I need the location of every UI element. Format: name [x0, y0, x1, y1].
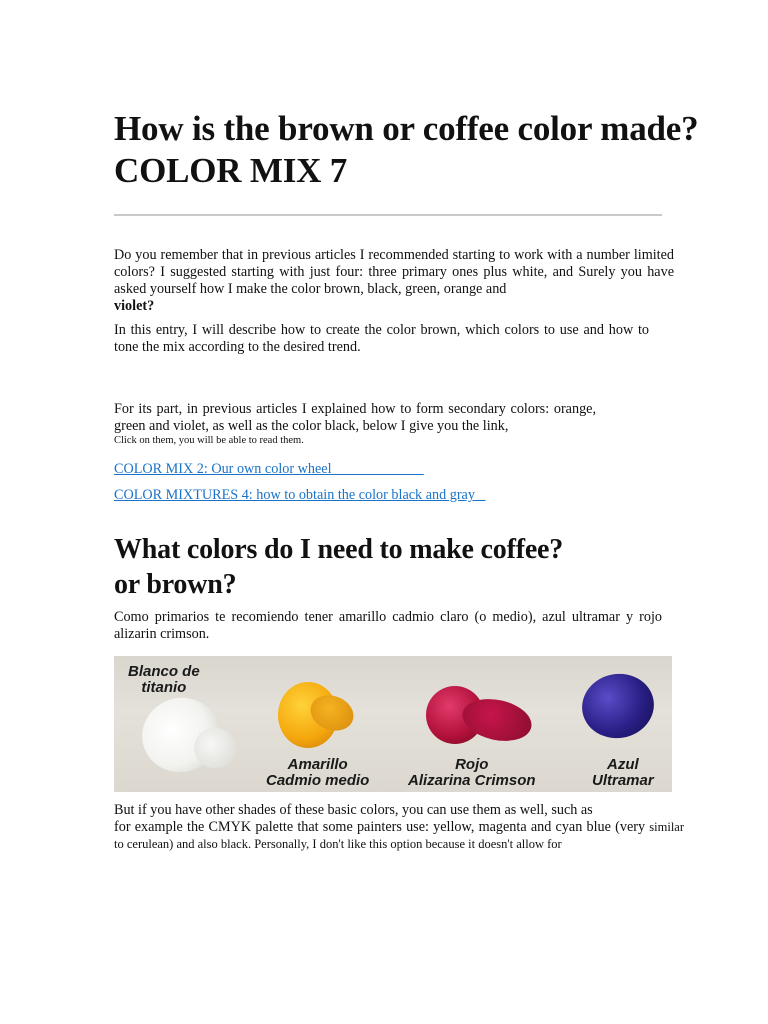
- white-paint-tail: [194, 728, 236, 768]
- intro-line-1: Do you remember that in previous articles I recommended starting to work with a number: [114, 247, 630, 263]
- title-divider: [114, 214, 662, 216]
- entry-line-1: In this entry, I will describe how to create the color brown, which colors to use and: [114, 322, 604, 338]
- closing-paragraph: [114, 802, 684, 853]
- page-title: [114, 108, 699, 192]
- label-blue-paint: Azul Ultramar: [592, 756, 654, 789]
- label-white-paint: Blanco de titanio: [128, 663, 200, 696]
- intro-line-2: limited colors? I suggested starting with just four: three primary ones plus white, and: [114, 247, 675, 280]
- secondary-line-1: For its part, in previous articles I explained how to form secondary colors:: [114, 401, 550, 417]
- closing-line-1: But if you have other shades of these basic colors, you can use them as well, such as: [114, 802, 593, 818]
- closing-line-2: for example the CMYK palette that some painters use: yellow, magenta and cyan blue (very: [114, 819, 646, 835]
- closing-line-3: similar to cerulean) and also black. Personally, I don't like this option because it doesn't allow for: [114, 820, 685, 851]
- primaries-line-1: Como primarios te recomiendo tener amarillo cadmio claro (o medio), azul ultramar y rojo: [114, 609, 662, 625]
- section-heading-line1: What colors do I need to make coffee?: [114, 534, 564, 565]
- click-note: Click on them, you will be able to read them.: [114, 435, 304, 446]
- intro-paragraph: [114, 247, 674, 315]
- link-color-mix-2[interactable]: COLOR MIX 2: Our own color wheel: [114, 461, 424, 477]
- entry-line-2: how to tone the mix according to the desired trend.: [114, 322, 649, 355]
- article: [114, 108, 699, 853]
- primaries-paragraph: [114, 609, 662, 643]
- link-color-mixtures-4[interactable]: COLOR MIXTURES 4: how to obtain the color black and gray: [114, 487, 486, 503]
- entry-paragraph: [114, 322, 649, 356]
- intro-bold-violet: violet?: [114, 298, 155, 314]
- label-yellow-paint: Amarillo Cadmio medio: [266, 756, 370, 789]
- secondary-paragraph: [114, 401, 596, 435]
- section-heading-line2: or brown?: [114, 569, 237, 600]
- paint-samples-image: [114, 656, 672, 792]
- page-title-line1: How is the brown or coffee color made?: [114, 109, 699, 148]
- secondary-line-2: orange, green and violet, as well as the color black, below I give you the link,: [114, 401, 597, 434]
- blue-paint-smear: [577, 668, 659, 744]
- label-red-paint: Rojo Alizarina Crimson: [408, 756, 536, 789]
- page-title-line2: COLOR MIX 7: [114, 151, 348, 190]
- article-links: [114, 460, 686, 503]
- primaries-line-2: alizarin crimson.: [114, 626, 210, 642]
- section-heading: [114, 532, 686, 602]
- intro-line-3: Surely you have asked yourself how I make the color brown, black, green, orange and: [114, 264, 675, 297]
